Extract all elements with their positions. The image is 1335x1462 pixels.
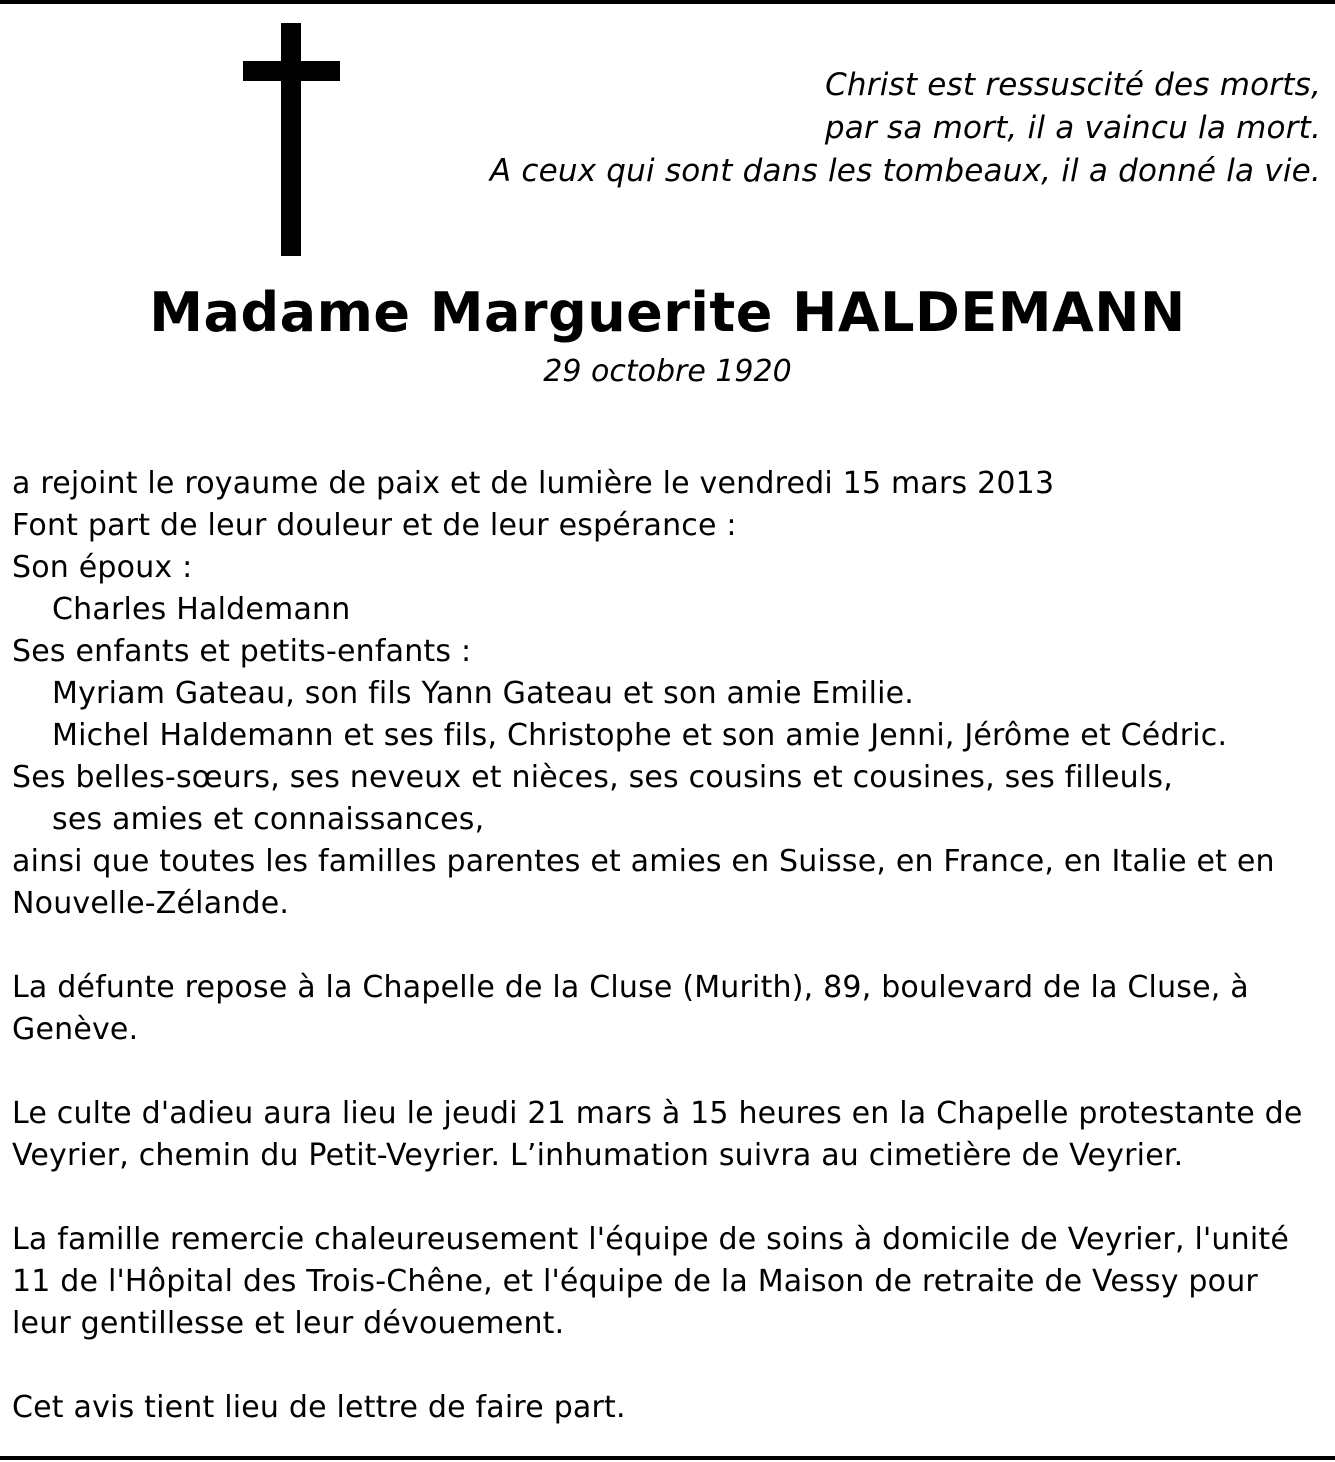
relatives-line: Ses belles-sœurs, ses neveux et nièces, ses cousins et cousines, ses filleuls, [12, 760, 1173, 795]
service-line: Le culte d'adieu aura lieu le jeudi 21 mars à 15 heures en la Chapelle protestante de [12, 1096, 1303, 1131]
passing-line: a rejoint le royaume de paix et de lumière le vendredi 15 mars 2013 [12, 466, 1055, 501]
spouse-label: Son époux : [12, 550, 193, 585]
families-line: Nouvelle-Zélande. [12, 886, 290, 921]
deceased-name: Madame Marguerite HALDEMANN [149, 281, 1186, 344]
verse-line: A ceux qui sont dans les tombeaux, il a donné la vie. [489, 153, 1321, 189]
intro-line: Font part de leur douleur et de leur espérance : [12, 508, 737, 543]
children-label: Ses enfants et petits-enfants : [12, 634, 472, 669]
thanks-line: La famille remercie chaleureusement l'équipe de soins à domicile de Veyrier, l'unité [12, 1222, 1290, 1257]
relatives-line: ses amies et connaissances, [52, 802, 485, 837]
families-line: ainsi que toutes les familles parentes et amies en Suisse, en France, en Italie et en [12, 844, 1275, 879]
cross-icon [243, 23, 340, 256]
scripture-verse [490, 64, 1321, 193]
birth-date: 29 octobre 1920 [543, 354, 792, 389]
bottom-border [0, 1456, 1335, 1460]
spouse-name: Charles Haldemann [52, 592, 351, 627]
thanks-line: leur gentillesse et leur dévouement. [12, 1306, 565, 1341]
service-line: Veyrier, chemin du Petit-Veyrier. L’inhumation suivra au cimetière de Veyrier. [12, 1138, 1184, 1173]
child-entry: Michel Haldemann et ses fils, Christophe et son amie Jenni, Jérôme et Cédric. [52, 718, 1228, 753]
rest-place-line: Genève. [12, 1012, 139, 1047]
child-entry: Myriam Gateau, son fils Yann Gateau et son amie Emilie. [52, 676, 915, 711]
verse-line: Christ est ressuscité des morts, [825, 67, 1321, 103]
closing-line: Cet avis tient lieu de lettre de faire part. [12, 1390, 626, 1425]
rest-place-line: La défunte repose à la Chapelle de la Cluse (Murith), 89, boulevard de la Cluse, à [12, 970, 1249, 1005]
top-border [0, 0, 1335, 4]
verse-line: par sa mort, il a vaincu la mort. [824, 110, 1321, 146]
announcement-body [12, 463, 1327, 1429]
thanks-line: 11 de l'Hôpital des Trois-Chêne, et l'équipe de la Maison de retraite de Vessy pour [12, 1264, 1258, 1299]
